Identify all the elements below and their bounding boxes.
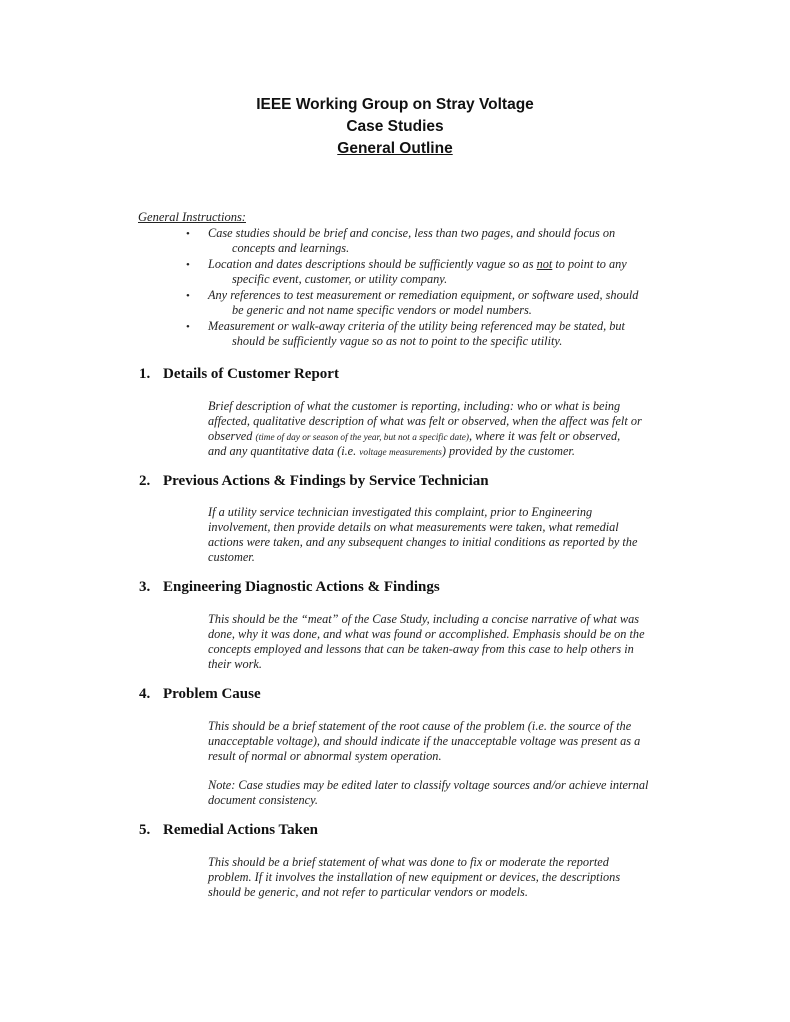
small-text: voltage measurements [359, 448, 442, 458]
document-subtitle: Case Studies [346, 118, 444, 135]
instruction-4-line-2: should be sufficiently vague so as not to point to the specific utility. [232, 334, 563, 348]
section-3-heading [139, 579, 440, 596]
bullet-icon: • [186, 290, 190, 302]
section-5-line-2: problem. If it involves the installation of new equipment or devices, the descriptions [208, 870, 621, 884]
text: ) provided by the customer. [441, 444, 575, 458]
section-3-line-2: done, why it was done, and what was found or accomplished. Emphasis should be on the [208, 627, 645, 641]
section-2-heading [139, 473, 489, 490]
section-number: 5. [139, 822, 151, 838]
section-4-heading [139, 686, 261, 703]
instruction-1-line-2: concepts and learnings. [232, 241, 350, 255]
instruction-2-text-a: Location and dates descriptions should be sufficiently vague so as [208, 257, 537, 271]
section-1-heading [139, 366, 339, 383]
instruction-2-text-b: to point to any [552, 257, 627, 271]
section-number: 2. [139, 473, 151, 489]
section-title: Previous Actions & Findings by Service Technician [163, 473, 489, 489]
instruction-3-line-1: Any references to test measurement or remediation equipment, or software used, should [208, 288, 639, 302]
section-2-line-2: involvement, then provide details on what measurements were taken, what remedial [208, 520, 619, 534]
section-5-line-3: should be generic, and not refer to particular vendors or models. [208, 885, 528, 899]
instruction-2-line-2: specific event, customer, or utility company. [232, 272, 448, 286]
section-2-line-1: If a utility service technician investigated this complaint, prior to Engineering [208, 505, 593, 519]
section-title: Problem Cause [163, 686, 261, 702]
section-4-note-line-2: document consistency. [208, 793, 318, 807]
bullet-icon: • [186, 228, 190, 240]
section-5-line-1: This should be a brief statement of what was done to fix or moderate the reported [208, 855, 609, 869]
instruction-4-line-1: Measurement or walk-away criteria of the utility being referenced may be stated, but [208, 319, 625, 333]
text: observed [208, 429, 256, 443]
text: and any quantitative data (i.e. [208, 444, 360, 458]
section-1-line-3 [208, 429, 620, 444]
bullet-icon: • [186, 321, 190, 333]
section-1-line-2: affected, qualitative description of what was felt or observed, when the affect was felt or [208, 414, 642, 428]
section-number: 4. [139, 686, 151, 702]
section-number: 1. [139, 366, 151, 382]
document-title: IEEE Working Group on Stray Voltage [256, 96, 534, 113]
section-3-line-3: concepts employed and lessons that can be taken-away from this case to help others in [208, 642, 634, 656]
instruction-1-line-1: Case studies should be brief and concise, less than two pages, and should focus on [208, 226, 616, 240]
section-title: Engineering Diagnostic Actions & Findings [163, 579, 440, 595]
small-text: (time of day or season of the year, but not a specific date) [255, 433, 469, 443]
document-outline-heading [0, 140, 790, 158]
section-1-line-4 [208, 444, 575, 459]
instruction-3-line-2: be generic and not name specific vendors or model numbers. [232, 303, 532, 317]
section-4-line-2: unacceptable voltage), and should indicate if the unacceptable voltage was present as a [208, 734, 641, 748]
text: , where it was felt or observed, [469, 429, 621, 443]
section-number: 3. [139, 579, 151, 595]
instruction-2-emphasis: not [536, 257, 553, 271]
section-3-line-4: their work. [208, 657, 262, 671]
instruction-2-line-1 [208, 257, 627, 272]
section-title: Remedial Actions Taken [163, 822, 319, 838]
section-5-heading [139, 822, 318, 839]
section-title: Details of Customer Report [163, 366, 339, 382]
section-4-note-line-1: Note: Case studies may be edited later to classify voltage sources and/or achieve internal [208, 778, 649, 792]
outline-heading-text: General Outline [337, 140, 453, 157]
general-instructions-label: General Instructions: [138, 210, 246, 224]
bullet-icon: • [186, 259, 190, 271]
section-2-line-4: customer. [208, 550, 255, 564]
section-2-line-3: actions were taken, and any subsequent changes to initial conditions as reported by the [208, 535, 638, 549]
section-3-line-1: This should be the “meat” of the Case Study, including a concise narrative of what was [208, 612, 640, 626]
section-1-line-1: Brief description of what the customer is reporting, including: who or what is being [208, 399, 621, 413]
section-4-line-3: result of normal or abnormal system operation. [208, 749, 442, 763]
section-4-line-1: This should be a brief statement of the root cause of the problem (i.e. the source of the [208, 719, 632, 733]
